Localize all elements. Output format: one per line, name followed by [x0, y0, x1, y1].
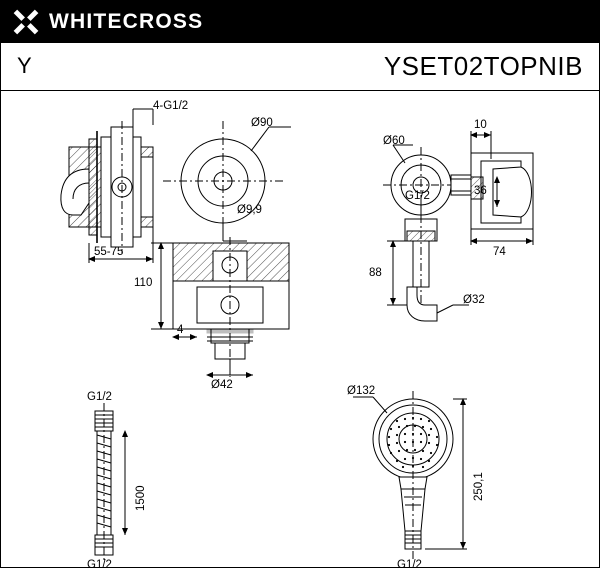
series-label: Y: [17, 53, 32, 78]
dim-rosette-diameter: Ø90: [251, 117, 273, 129]
dim-outlet-drop: 88: [369, 267, 382, 279]
title-row: [1, 43, 599, 91]
dim-body-height: 110: [134, 277, 153, 289]
dim-hose-top-thread: G1/2: [87, 391, 112, 403]
dim-outlet-thread: G1/2: [405, 190, 430, 202]
brand-name: WHITECROSS: [49, 10, 204, 33]
dim-outlet-rosette-diameter: Ø60: [383, 135, 405, 147]
dim-holder-diameter: Ø32: [463, 294, 485, 306]
dim-holder-length: 74: [493, 246, 506, 258]
dim-outlet-hole: Ø9,9: [237, 204, 262, 216]
dim-wall-offset: 4: [177, 324, 184, 336]
dim-handshower-thread: G1/2: [397, 559, 422, 571]
drawing-vectors: [1, 91, 600, 568]
dim-4-g12: 4-G1/2: [153, 100, 189, 112]
dim-wall-depth: 55-75: [94, 246, 124, 258]
dim-holder-height: 36: [474, 185, 487, 197]
dim-hose-bottom-thread: G1/2: [87, 559, 112, 571]
dim-holder-depth: 10: [474, 119, 487, 131]
technical-drawing-canvas: [1, 91, 600, 571]
dim-handshower-head-diameter: Ø132: [347, 385, 376, 397]
whitecross-x-logo-icon: [13, 9, 39, 35]
dim-box-diameter: Ø42: [211, 379, 233, 391]
dim-hose-length: 1500: [135, 485, 147, 511]
model-code: YSET02TOPNIB: [383, 51, 583, 81]
dim-handshower-length: 250,1: [473, 472, 485, 501]
brand-header: [1, 1, 599, 43]
